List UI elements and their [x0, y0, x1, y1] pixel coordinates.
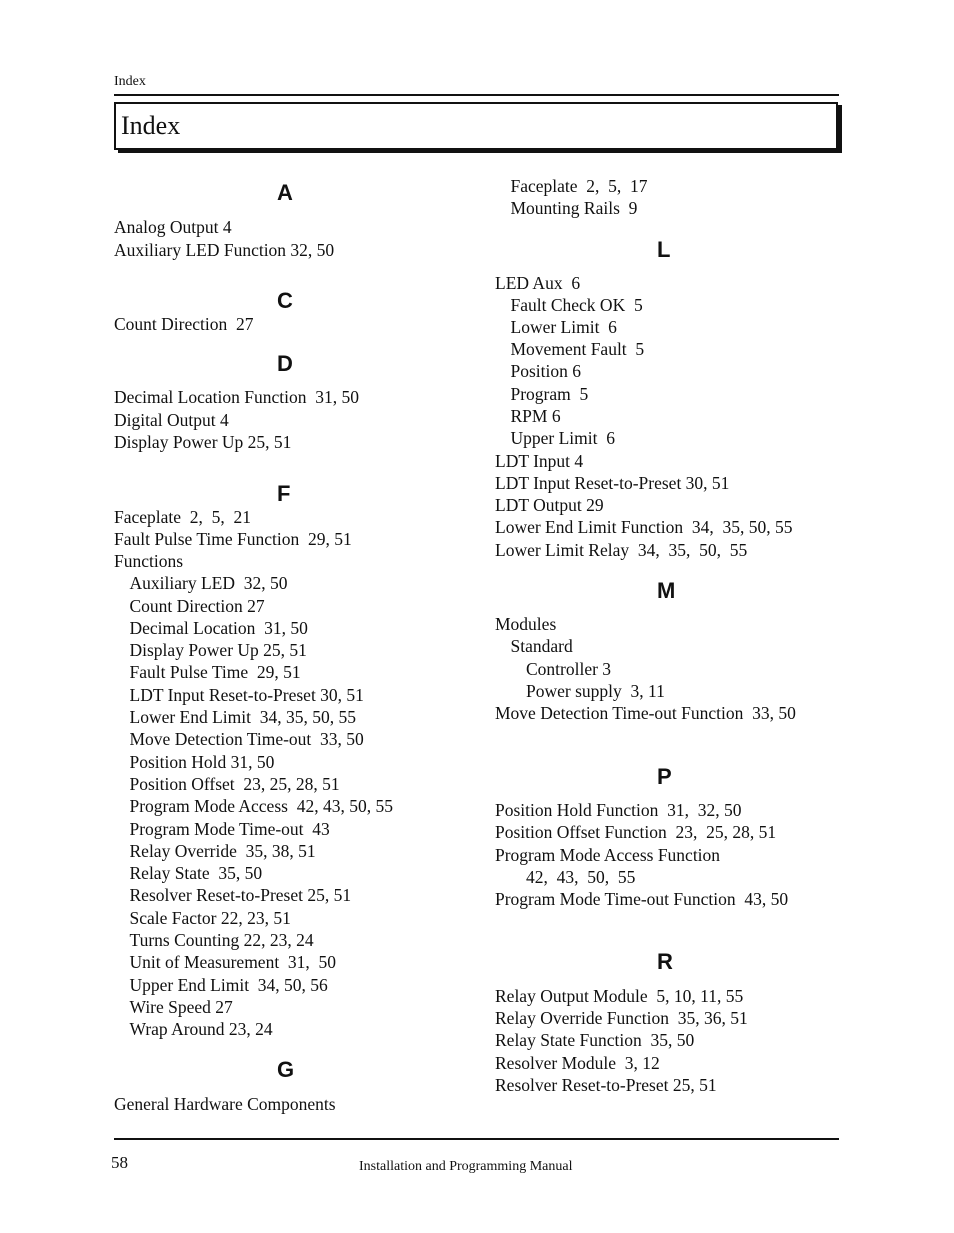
- index-entry: General Hardware Components: [114, 1094, 336, 1114]
- index-subentry: Position Offset 23, 25, 28, 51: [129, 774, 340, 794]
- page-number: 58: [111, 1153, 128, 1172]
- index-section-letter: G: [277, 1057, 295, 1082]
- index-entry: LDT Input Reset-to-Preset 30, 51: [495, 473, 730, 493]
- index-section-letter: P: [657, 764, 672, 789]
- index-section-letter: L: [657, 237, 671, 262]
- index-subentry: Decimal Location 31, 50: [129, 618, 308, 638]
- index-section-letter: A: [277, 180, 293, 205]
- index-subentry: Upper Limit 6: [510, 428, 615, 448]
- index-subentry: Lower Limit 6: [510, 317, 617, 337]
- index-subentry: Position Hold 31, 50: [129, 752, 275, 772]
- index-entry: Modules: [495, 614, 557, 634]
- index-section-letter: C: [277, 288, 293, 313]
- index-subentry: Move Detection Time-out 33, 50: [129, 729, 364, 749]
- index-subentry: Mounting Rails 9: [510, 198, 638, 218]
- index-entry: Functions: [114, 551, 184, 571]
- index-subentry: Controller 3: [526, 659, 612, 679]
- index-entry: Resolver Module 3, 12: [495, 1053, 660, 1073]
- index-subentry: Position 6: [510, 361, 582, 381]
- index-entry: LDT Input 4: [495, 451, 584, 471]
- index-subentry: Upper End Limit 34, 50, 56: [129, 975, 328, 995]
- index-subentry: Program 5: [510, 384, 589, 404]
- index-subentry: Fault Pulse Time 29, 51: [129, 662, 301, 682]
- index-subentry: Power supply 3, 11: [526, 681, 665, 701]
- index-entry: Program Mode Access Function: [495, 845, 721, 865]
- index-entry: Auxiliary LED Function 32, 50: [114, 240, 335, 260]
- title-box: [114, 102, 838, 150]
- index-entry: Position Hold Function 31, 32, 50: [495, 800, 742, 820]
- index-section-letter: F: [277, 481, 291, 506]
- index-subentry: Standard: [510, 636, 573, 656]
- index-entry: Fault Pulse Time Function 29, 51: [114, 529, 352, 549]
- index-entry: Position Offset Function 23, 25, 28, 51: [495, 822, 777, 842]
- index-subentry: Scale Factor 22, 23, 51: [129, 908, 291, 928]
- index-entry: Display Power Up 25, 51: [114, 432, 292, 452]
- index-subentry: Lower End Limit 34, 35, 50, 55: [129, 707, 357, 727]
- index-subentry: Faceplate 2, 5, 17: [510, 176, 648, 196]
- index-subentry: Display Power Up 25, 51: [129, 640, 307, 660]
- index-subentry: Count Direction 27: [129, 596, 265, 616]
- index-section-letter: M: [657, 578, 676, 603]
- index-entry: Relay Override Function 35, 36, 51: [495, 1008, 748, 1028]
- footer-rule: [114, 1138, 839, 1140]
- index-subentry: Unit of Measurement 31, 50: [129, 952, 337, 972]
- index-entry: Lower Limit Relay 34, 35, 50, 55: [495, 540, 748, 560]
- index-subentry: 42, 43, 50, 55: [526, 867, 636, 887]
- index-section-letter: R: [657, 949, 673, 974]
- index-subentry: Auxiliary LED 32, 50: [129, 573, 288, 593]
- index-entry: LDT Output 29: [495, 495, 604, 515]
- index-section-letter: D: [277, 351, 293, 376]
- index-entry: Decimal Location Function 31, 50: [114, 387, 359, 407]
- index-subentry: Program Mode Time-out 43: [129, 819, 330, 839]
- index-entry: Move Detection Time-out Function 33, 50: [495, 703, 796, 723]
- index-subentry: Turns Counting 22, 23, 24: [129, 930, 314, 950]
- index-entry: Lower End Limit Function 34, 35, 50, 55: [495, 517, 793, 537]
- index-entry: Count Direction 27: [114, 314, 254, 334]
- index-subentry: Relay State 35, 50: [129, 863, 263, 883]
- index-entry: Relay Output Module 5, 10, 11, 55: [495, 986, 744, 1006]
- index-subentry: Fault Check OK 5: [510, 295, 643, 315]
- index-entry: Digital Output 4: [114, 410, 229, 430]
- index-entry: LED Aux 6: [495, 273, 581, 293]
- index-subentry: Relay Override 35, 38, 51: [129, 841, 316, 861]
- index-subentry: RPM 6: [510, 406, 561, 426]
- index-subentry: Wrap Around 23, 24: [129, 1019, 273, 1039]
- index-entry: Program Mode Time-out Function 43, 50: [495, 889, 789, 909]
- index-entry: Analog Output 4: [114, 217, 232, 237]
- page-title: Index: [121, 111, 181, 140]
- header-rule: [114, 94, 839, 96]
- index-entry: Relay State Function 35, 50: [495, 1030, 695, 1050]
- index-subentry: Movement Fault 5: [510, 339, 645, 359]
- running-header: Index: [114, 74, 146, 89]
- index-subentry: LDT Input Reset-to-Preset 30, 51: [129, 685, 364, 705]
- index-subentry: Resolver Reset-to-Preset 25, 51: [129, 885, 352, 905]
- index-entry: Faceplate 2, 5, 21: [114, 507, 252, 527]
- index-entry: Resolver Reset-to-Preset 25, 51: [495, 1075, 717, 1095]
- footer-manual-title: Installation and Programming Manual: [359, 1159, 573, 1174]
- index-subentry: Program Mode Access 42, 43, 50, 55: [129, 796, 393, 816]
- index-subentry: Wire Speed 27: [129, 997, 233, 1017]
